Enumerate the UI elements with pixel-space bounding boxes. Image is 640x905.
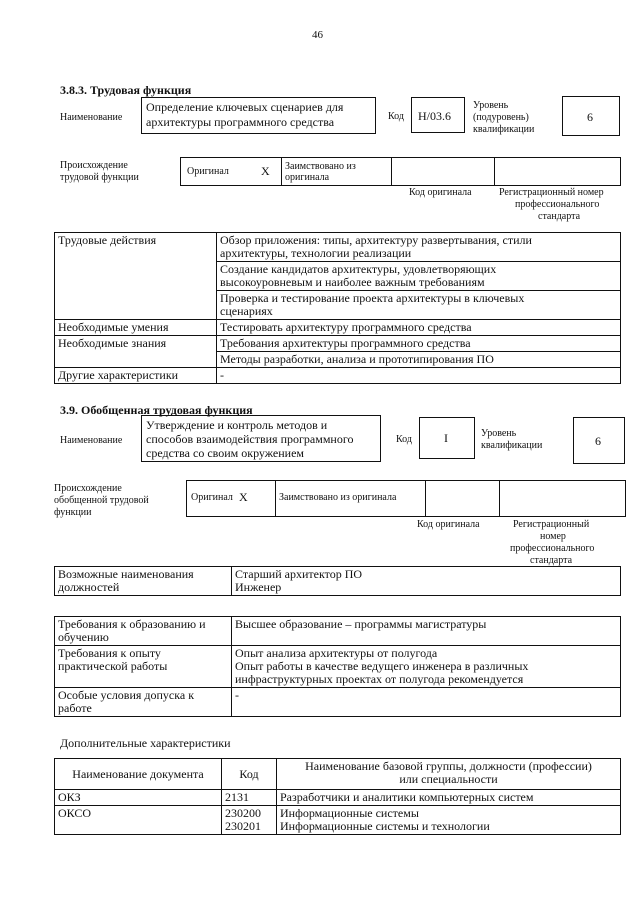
page-number: 46 [312, 29, 323, 41]
function-name-line: способов взаимодействия программного [146, 432, 354, 446]
table-row [55, 617, 621, 646]
cell-line: Требования к образованию и [58, 617, 206, 631]
reg-number-caption: номер [540, 531, 566, 542]
original-code-caption: Код оригинала [417, 519, 480, 530]
table-cell [217, 233, 621, 262]
origin-label: Происхождение [60, 160, 128, 171]
table-cell: Необходимые умения [55, 320, 217, 336]
borrowed-label: Заимствовано из оригинала [279, 492, 397, 503]
table-row [55, 646, 621, 688]
level-label: (подуровень) [473, 112, 529, 123]
table-cell [217, 262, 621, 291]
cell-line: должностей [58, 580, 120, 594]
cell-line: инфраструктурных проектах от полугода рекомендуется [235, 672, 524, 686]
origin-table [180, 157, 621, 186]
requirements-table [54, 616, 621, 717]
origin-label: функции [54, 507, 92, 518]
table-row [55, 806, 621, 835]
code-label: Код [396, 434, 412, 445]
cell-line: работе [58, 701, 92, 715]
cell-line: 230200 [225, 806, 261, 820]
table-cell: Методы разработки, анализа и прототипирования ПО [217, 352, 621, 368]
table-cell [277, 806, 621, 835]
reg-number-caption: профессионального [510, 543, 595, 554]
level-label: Уровень [481, 428, 517, 439]
function-name-line: архитектуры программного средства [146, 115, 335, 129]
section-heading: 3.8.3. Трудовая функция [60, 83, 192, 97]
cell-line: или специальности [399, 772, 498, 786]
cell-line: Старший архитектор ПО [235, 567, 363, 581]
name-label: Наименование [60, 112, 123, 123]
code-label: Код [388, 111, 404, 122]
cell-line: высокоуровневым и наиболее важным требованиям [220, 275, 485, 289]
table-header: Код [222, 759, 277, 790]
cell-line: Требования к опыту [58, 646, 161, 660]
table-row [55, 759, 621, 790]
table-cell: Разработчики и аналитики компьютерных систем [277, 790, 621, 806]
origin-label: Происхождение [54, 483, 122, 494]
table-cell: Другие характеристики [55, 368, 217, 384]
table-row [55, 233, 621, 262]
job-titles-table [54, 566, 621, 596]
table-cell: - [217, 368, 621, 384]
cell-line: практической работы [58, 659, 168, 673]
extra-heading: Дополнительные характеристики [60, 736, 231, 750]
table-cell: Трудовые действия [55, 233, 217, 320]
table-cell: ОКСО [55, 806, 222, 835]
table-cell: - [232, 688, 621, 717]
level-value: 6 [587, 110, 593, 124]
cell-line: Наименование базовой группы, должности (профессии) [305, 759, 592, 773]
level-label: Уровень [473, 100, 509, 111]
table-cell [55, 617, 232, 646]
table-cell: Высшее образование – программы магистратуры [232, 617, 621, 646]
original-label: Оригинал [191, 492, 233, 503]
table-row [55, 320, 621, 336]
table-cell: ОКЗ [55, 790, 222, 806]
table-row [55, 336, 621, 352]
table-row [55, 567, 621, 596]
level-label: квалификации [481, 440, 543, 451]
origin-label: обобщенной трудовой [54, 495, 149, 506]
level-box [573, 417, 625, 464]
reg-number-caption: стандарта [530, 555, 573, 566]
cell-line: Опыт анализа архитектуры от полугода [235, 646, 438, 660]
table-cell [217, 291, 621, 320]
original-mark: X [261, 164, 270, 178]
code-box [419, 417, 475, 459]
cell-line: 230201 [225, 819, 261, 833]
cell-line: сценариях [220, 304, 273, 318]
level-value: 6 [595, 434, 601, 448]
cell-line: Информационные системы и технологии [280, 819, 490, 833]
table-header: Наименование документа [55, 759, 222, 790]
code-box [411, 97, 465, 133]
reg-number-caption: профессионального [515, 199, 600, 210]
reg-number-caption: Регистрационный номер [499, 187, 604, 198]
cell-line: Информационные системы [280, 806, 419, 820]
cell-line: Особые условия допуска к [58, 688, 195, 702]
cell-line: Обзор приложения: типы, архитектуру развертывания, стили [220, 233, 532, 247]
level-box [562, 96, 620, 136]
table-row [55, 688, 621, 717]
cell-line: обучению [58, 630, 109, 644]
origin-label: трудовой функции [60, 172, 139, 183]
original-label: Оригинал [187, 166, 229, 177]
table-row [55, 790, 621, 806]
original-code-caption: Код оригинала [409, 187, 472, 198]
table-header [277, 759, 621, 790]
table-cell [222, 806, 277, 835]
function-name-line: средства со своим окружением [146, 446, 304, 460]
code-value: H/03.6 [418, 109, 451, 123]
function-name-line: Утверждение и контроль методов и [146, 418, 328, 432]
origin-table [186, 480, 626, 517]
cell-line: Создание кандидатов архитектуры, удовлетворяющих [220, 262, 497, 276]
function-name-box [141, 415, 381, 462]
code-value: I [444, 431, 448, 445]
cell-line: архитектуры, технологии реализации [220, 246, 412, 260]
labor-actions-table [54, 232, 621, 384]
section-heading: 3.9. Обобщенная трудовая функция [60, 403, 253, 417]
reg-number-caption: стандарта [538, 211, 581, 222]
function-name-line: Определение ключевых сценариев для [146, 100, 344, 114]
table-cell [55, 567, 232, 596]
cell-line: Опыт работы в качестве ведущего инженера в различных [235, 659, 529, 673]
cell-line: Проверка и тестирование проекта архитектуры в ключевых [220, 291, 525, 305]
table-cell: Требования архитектуры программного средства [217, 336, 621, 352]
cell-line: Возможные наименования [58, 567, 194, 581]
name-label: Наименование [60, 435, 123, 446]
function-name-box [141, 97, 376, 134]
table-cell [232, 567, 621, 596]
table-cell: Тестировать архитектуру программного средства [217, 320, 621, 336]
table-cell: Необходимые знания [55, 336, 217, 368]
level-label: квалификации [473, 124, 535, 135]
extra-characteristics-table [54, 758, 621, 835]
borrowed-label: оригинала [285, 172, 330, 183]
table-cell: 2131 [222, 790, 277, 806]
cell-line: Инженер [235, 580, 282, 594]
original-mark: X [239, 490, 248, 504]
reg-number-caption: Регистрационный [513, 519, 590, 530]
table-cell [232, 646, 621, 688]
table-row [55, 368, 621, 384]
borrowed-label: Заимствовано из [285, 161, 356, 172]
table-cell [55, 646, 232, 688]
table-cell [55, 688, 232, 717]
